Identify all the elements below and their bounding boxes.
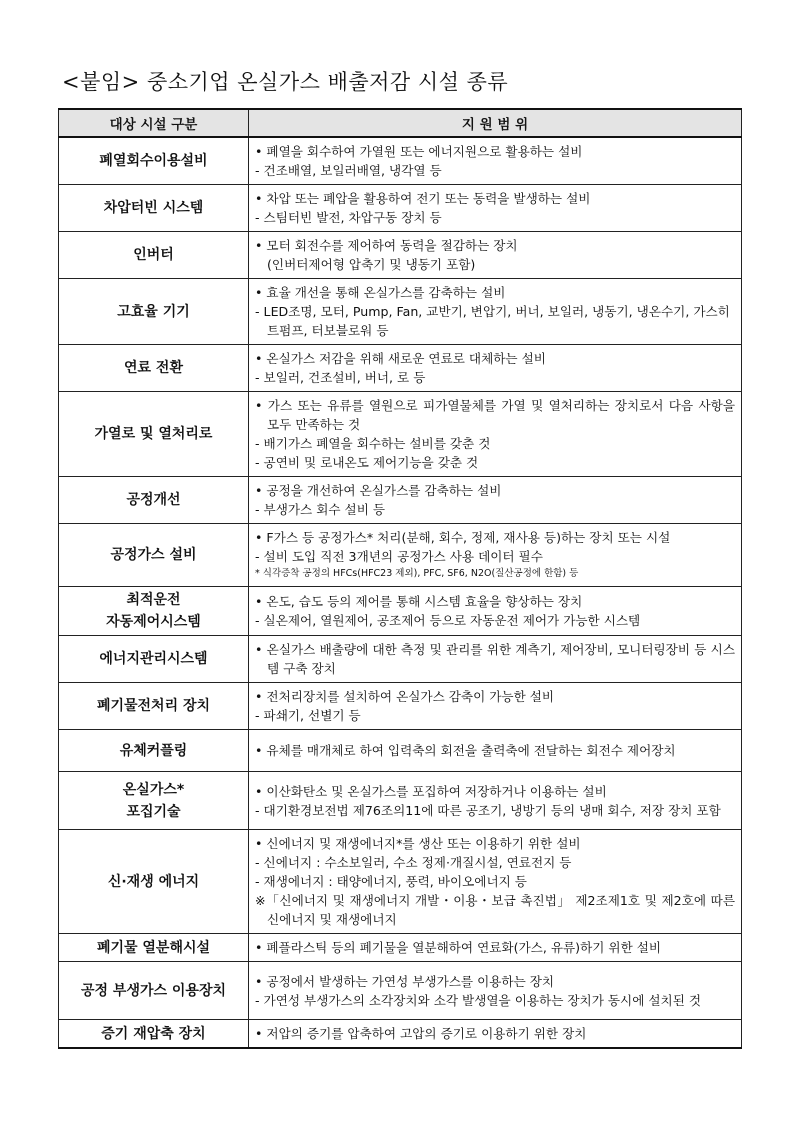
support-scope: [249, 636, 742, 683]
support-scope: [249, 477, 742, 524]
support-scope: [249, 345, 742, 392]
scope-line: • 온실가스 저감을 위해 새로운 연료로 대체하는 설비: [255, 351, 546, 366]
scope-line: (인버터제어형 압축기 및 냉동기 포함): [267, 257, 476, 272]
scope-line: - 배기가스 폐열을 회수하는 설비를 갖춘 것: [255, 436, 491, 451]
scope-line: • 효율 개선을 통해 온실가스를 감축하는 설비: [255, 285, 506, 300]
scope-line: - 보일러, 건조설비, 버너, 로 등: [255, 370, 426, 385]
facility-table: [58, 108, 742, 1049]
scope-line: • 차압 또는 폐압을 활용하여 전기 또는 동력을 발생하는 설비: [255, 191, 591, 206]
scope-line: - 스팀터빈 발전, 차압구동 장치 등: [255, 210, 442, 225]
facility-category: 차압터빈 시스템: [59, 185, 249, 232]
category-line: 자동제어시스템: [106, 614, 201, 630]
table-row: [59, 232, 742, 279]
header-scope: 지 원 범 위: [249, 109, 742, 137]
facility-category: 유체커플링: [59, 730, 249, 772]
table-row: [59, 830, 742, 934]
facility-category: 연료 전환: [59, 345, 249, 392]
support-scope: [249, 185, 742, 232]
support-scope: [249, 279, 742, 345]
scope-line: • 공정에서 발생하는 가연성 부생가스를 이용하는 장치: [255, 973, 555, 989]
scope-line: • 저압의 증기를 압축하여 고압의 증기로 이용하기 위한 장치: [255, 1026, 587, 1041]
scope-line: - 대기환경보전법 제76조의11에 따른 공조기, 냉방기 등의 냉매 회수, 저장 장치 포함: [255, 802, 721, 818]
facility-category: 공정 부생가스 이용장치: [59, 962, 249, 1020]
scope-line: - 신에너지 : 수소보일러, 수소 정제·개질시설, 연료전지 등: [255, 855, 572, 870]
table-row: [59, 962, 742, 1020]
category-line: 포집기술: [126, 803, 181, 820]
facility-category: 공정개선: [59, 477, 249, 524]
support-scope: [249, 934, 742, 962]
support-scope: [249, 524, 742, 587]
scope-line: - 파쇄기, 선별기 등: [255, 708, 361, 723]
support-scope: [249, 683, 742, 730]
table-body: [59, 137, 742, 1048]
scope-line: • 온도, 습도 등의 제어를 통해 시스템 효율을 향상하는 장치: [255, 594, 583, 609]
category-line: 온실가스*: [122, 781, 185, 798]
table-row: [59, 772, 742, 830]
table-row: [59, 1020, 742, 1049]
scope-line: - 부생가스 회수 설비 등: [255, 502, 386, 517]
table-row: [59, 934, 742, 962]
scope-line: • 폐플라스틱 등의 폐기물을 열분해하여 연료화(가스, 유류)하기 위한 설비: [255, 940, 662, 955]
scope-line: ※「신에너지 및 재생에너지 개발・이용・보급 촉진법」 제2조제1호 및 제2호에 따른 신에너지 및 재생에너지: [255, 893, 735, 927]
support-scope: [249, 1020, 742, 1049]
facility-category: 고효율 기기: [59, 279, 249, 345]
facility-category: 신·재생 에너지: [59, 830, 249, 934]
table-row: [59, 477, 742, 524]
table-row: [59, 279, 742, 345]
facility-category: 폐기물전처리 장치: [59, 683, 249, 730]
scope-line: * 식각증착 공정의 HFCs(HFC23 제외), PFC, SF6, N2O(질산공정에 한함) 등: [255, 568, 579, 579]
facility-category: 증기 재압축 장치: [59, 1020, 249, 1049]
table-row: [59, 730, 742, 772]
header-category: 대상 시설 구분: [59, 109, 249, 137]
table-row: [59, 137, 742, 185]
scope-line: • 폐열을 회수하여 가열원 또는 에너지원으로 활용하는 설비: [255, 144, 583, 159]
scope-line: - LED조명, 모터, Pump, Fan, 교반기, 변압기, 버너, 보일러, 냉동기, 냉온수기, 가스히트펌프, 터보블로워 등: [255, 304, 730, 338]
scope-line: • 유체를 매개체로 하여 입력축의 회전을 출력축에 전달하는 회전수 제어장치: [255, 743, 676, 758]
scope-line: - 설비 도입 직전 3개년의 공정가스 사용 데이터 필수: [255, 549, 543, 564]
support-scope: [249, 392, 742, 477]
support-scope: [249, 232, 742, 279]
facility-category: 가열로 및 열처리로: [59, 392, 249, 477]
scope-line: - 실온제어, 열원제어, 공조제어 등으로 자동운전 제어가 가능한 시스템: [255, 613, 641, 628]
table-row: [59, 636, 742, 683]
support-scope: [249, 830, 742, 934]
table-row: [59, 683, 742, 730]
scope-line: - 가연성 부생가스의 소각장치와 소각 발생열을 이용하는 장치가 동시에 설치된 것: [255, 992, 702, 1008]
scope-line: - 공연비 및 로내온도 제어기능을 갖춘 것: [255, 455, 479, 470]
scope-line: • 온실가스 배출량에 대한 측정 및 관리를 위한 계측기, 제어장비, 모니터링장비 등 시스템 구축 장치: [255, 642, 735, 676]
scope-line: • 이산화탄소 및 온실가스를 포집하여 저장하거나 이용하는 설비: [255, 783, 607, 799]
table-row: [59, 587, 742, 636]
table-row: [59, 185, 742, 232]
facility-category: 폐기물 열분해시설: [59, 934, 249, 962]
scope-line: • 모터 회전수를 제어하여 동력을 절감하는 장치: [255, 238, 518, 253]
table-row: [59, 524, 742, 587]
facility-category: [59, 587, 249, 636]
support-scope: [249, 730, 742, 772]
scope-line: • 신에너지 및 재생에너지*를 생산 또는 이용하기 위한 설비: [255, 836, 581, 851]
scope-line: - 건조배열, 보일러배열, 냉각열 등: [255, 163, 442, 178]
category-line: 최적운전: [126, 592, 181, 608]
facility-category: 인버터: [59, 232, 249, 279]
facility-category: 폐열회수이용설비: [59, 137, 249, 185]
support-scope: [249, 772, 742, 830]
table-row: [59, 392, 742, 477]
support-scope: [249, 962, 742, 1020]
facility-category: [59, 772, 249, 830]
facility-category: 에너지관리시스템: [59, 636, 249, 683]
facility-category: 공정가스 설비: [59, 524, 249, 587]
scope-line: - 재생에너지 : 태양에너지, 풍력, 바이오에너지 등: [255, 874, 527, 889]
table-row: [59, 345, 742, 392]
document-title: <붙임> 중소기업 온실가스 배출저감 시설 종류: [62, 70, 509, 94]
scope-line: • 공정을 개선하여 온실가스를 감축하는 설비: [255, 483, 502, 498]
support-scope: [249, 137, 742, 185]
table-header-row: [59, 109, 742, 137]
scope-line: • F가스 등 공정가스* 처리(분해, 회수, 정제, 재사용 등)하는 장치 또는 시설: [255, 530, 671, 545]
scope-line: • 가스 또는 유류를 열원으로 피가열물체를 가열 및 열처리하는 장치로서 다음 사항을 모두 만족하는 것: [255, 398, 735, 432]
scope-line: • 전처리장치를 설치하여 온실가스 감축이 가능한 설비: [255, 689, 555, 704]
support-scope: [249, 587, 742, 636]
